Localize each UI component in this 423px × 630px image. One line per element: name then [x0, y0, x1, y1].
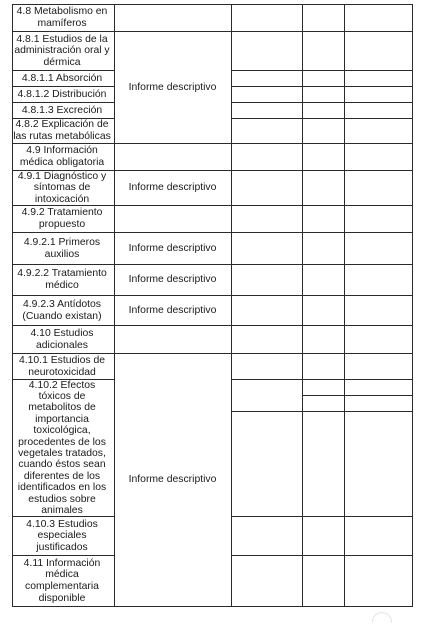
row-label-rutas-metabolicas: 4.8.2 Explicación de las rutas metabólicas [13, 119, 111, 142]
description-cell: Informe descriptivo [128, 81, 217, 93]
row-label-excrecion: 4.8.1.3 Excreción [21, 104, 103, 116]
row-divider [231, 102, 413, 103]
row-label-tratamiento-propuesto: 4.9.2 Tratamiento propuesto [21, 207, 103, 230]
row-label-distribucion: 4.8.1.2 Distribución [17, 88, 107, 100]
row-label-estudios-adicionales: 4.10 Estudios adicionales [30, 327, 94, 351]
row-label-informacion-medica: 4.9 Información médica obligatoria [19, 145, 105, 168]
description-cell: Informe descriptivo [128, 304, 217, 316]
row-label-informacion-complementaria: 4.11 Información médica complementaria disponible [23, 557, 101, 604]
sub-row-divider [302, 395, 413, 396]
row-label-antidotos: 4.9.2.3 Antídotos (Cuando existan) [22, 298, 102, 322]
row-label-metabolismo: 4.8 Metabolismo en mamíferos [16, 6, 108, 29]
row-divider [231, 70, 413, 71]
description-cell: Informe descriptivo [128, 182, 217, 193]
row-label-estudios-especiales: 4.10.3 Estudios especiales justificados [26, 518, 98, 553]
row-label-neurotoxicidad: 4.10.1 Estudios de neurotoxicidad [18, 354, 106, 378]
row-divider [231, 86, 413, 87]
description-cell: Informe descriptivo [128, 242, 217, 254]
row-divider [231, 379, 413, 380]
description-cell: Informe descriptivo [128, 274, 217, 285]
row-label-diagnostico: 4.9.1 Diagnóstico y síntomas de intoxicación [17, 170, 107, 205]
row-label-efectos-toxicos: 4.10.2 Efectos tóxicos de metabolitos de importancia toxicológica, procedentes de los vegetales tratados, cuando éstos sean diferentes de los identificados en los estudios sobre animales [17, 379, 107, 517]
stamp-mark [372, 612, 392, 623]
row-label-absorcion: 4.8.1.1 Absorción [21, 72, 103, 84]
row-label-tratamiento-medico: 4.9.2.2 Tratamiento médico [17, 268, 107, 291]
row-label-estudios-administracion: 4.8.1 Estudios de la administración oral y dérmica [14, 33, 110, 68]
column-divider [114, 4, 115, 606]
row-divider [231, 555, 413, 556]
row-divider [12, 606, 413, 607]
row-divider [231, 118, 413, 119]
row-label-primeros-auxilios: 4.9.2.1 Primeros auxilios [23, 236, 101, 260]
row-divider [231, 516, 413, 517]
description-cell: Informe descriptivo [128, 474, 217, 485]
sub-row-divider [231, 411, 413, 412]
